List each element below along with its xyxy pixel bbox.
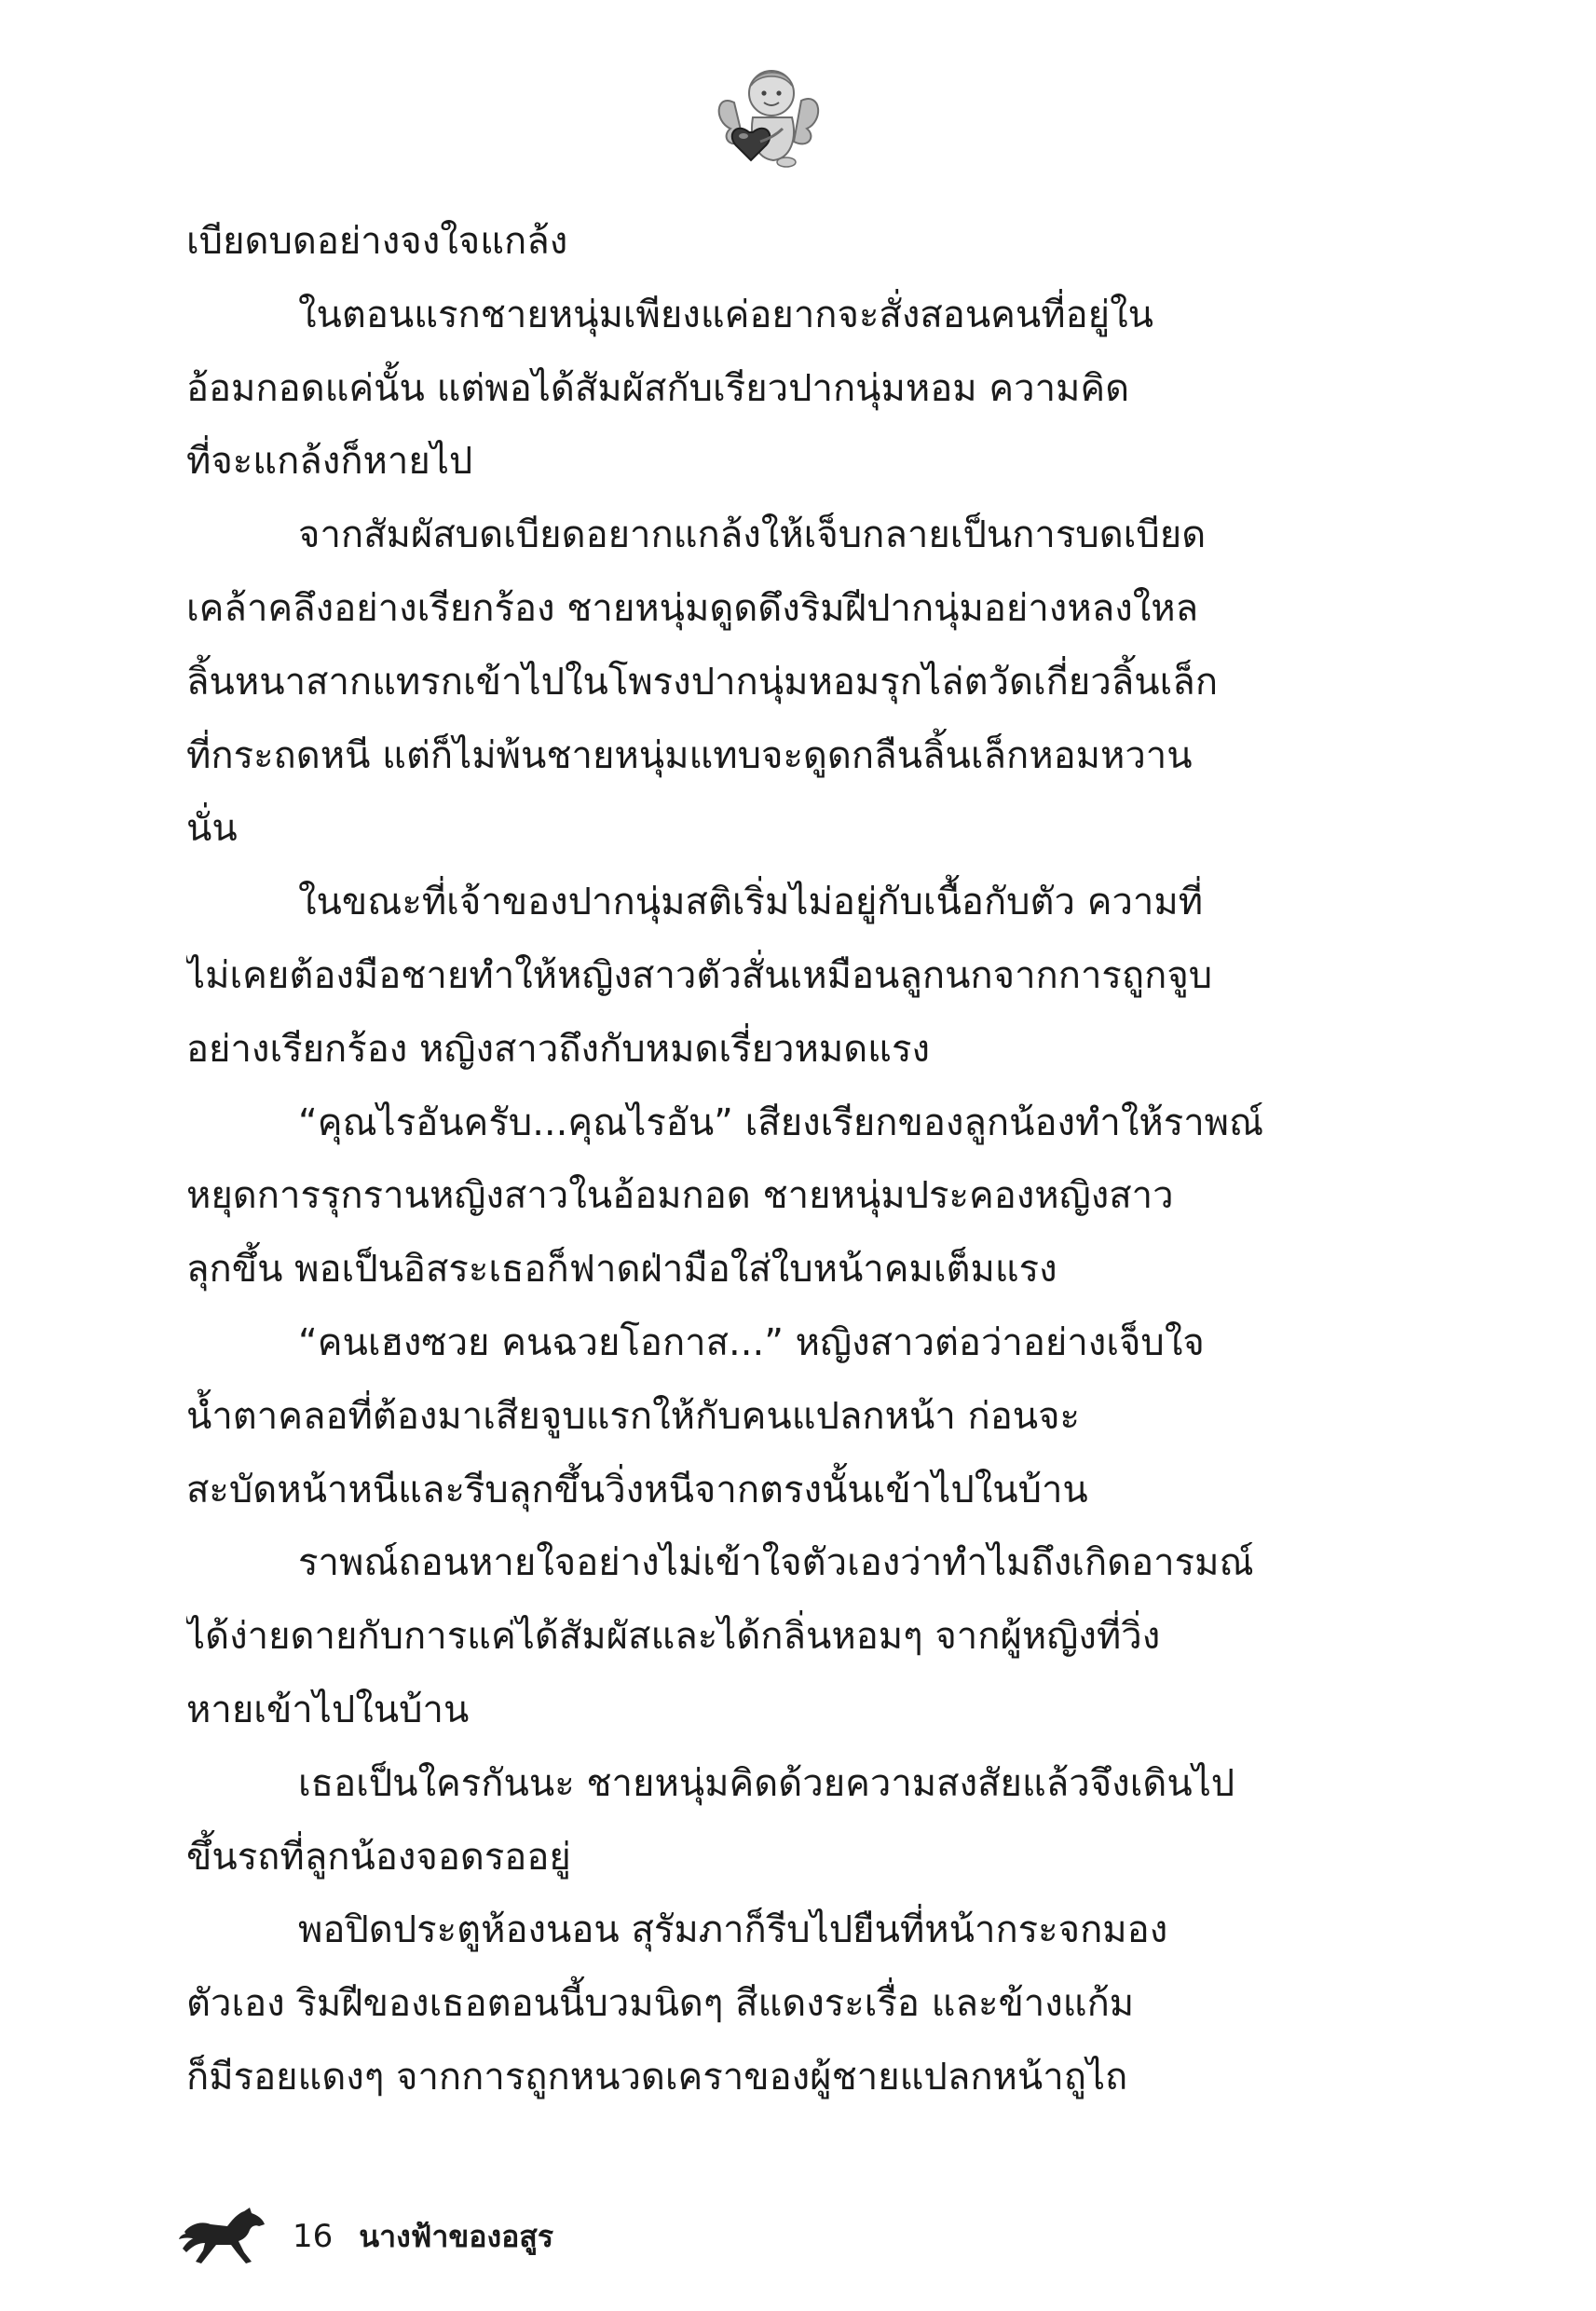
text-line: นั่น xyxy=(186,807,238,851)
book-title: นางฟ้าของอสูร xyxy=(359,2218,554,2254)
cherub-heart-icon xyxy=(708,56,829,177)
text-line: หยุดการรุกรานหญิงสาวในอ้อมกอด ชายหนุ่มประคองหญิงสาว xyxy=(186,1174,1174,1218)
text-line: อ้อมกอดแค่นั้น แต่พอได้สัมผัสกับเรียวปากนุ่มหอม ความคิด xyxy=(186,366,1130,410)
text-line: ขึ้นรถที่ลูกน้องจอดรออยู่ xyxy=(186,1835,571,1879)
running-horse-icon xyxy=(177,2204,270,2269)
text-line: เธอเป็นใครกันนะ ชายหนุ่มคิดด้วยความสงสัยแล้วจึงเดินไป xyxy=(298,1761,1235,1805)
text-line: “คุณไรอันครับ...คุณไรอัน” เสียงเรียกของลูกน้องทำให้ราพณ์ xyxy=(298,1101,1264,1144)
text-line: พอปิดประตูห้องนอน สุรัมภาก็รีบไปยืนที่หน้ากระจกมอง xyxy=(298,1908,1168,1952)
text-line: อย่างเรียกร้อง หญิงสาวถึงกับหมดเรี่ยวหมดแรง xyxy=(186,1027,930,1071)
text-line: ราพณ์ถอนหายใจอย่างไม่เข้าใจตัวเองว่าทำไมถึงเกิดอารมณ์ xyxy=(298,1541,1254,1585)
text-line: ได้ง่ายดายกับการแค่ได้สัมผัสและได้กลิ่นหอมๆ จากผู้หญิงที่วิ่ง xyxy=(186,1615,1161,1659)
text-line: ไม่เคยต้องมือชายทำให้หญิงสาวตัวสั่นเหมือนลูกนกจากการถูกจูบ xyxy=(186,953,1213,997)
page-footer xyxy=(177,2195,553,2278)
text-line: ลุกขึ้น พอเป็นอิสระเธอก็ฟาดฝ่ามือใส่ใบหน้าคมเต็มแรง xyxy=(186,1248,1057,1292)
text-line: น้ำตาคลอที่ต้องมาเสียจูบแรกให้กับคนแปลกหน้า ก่อนจะ xyxy=(186,1394,1081,1438)
text-line: หายเข้าไปในบ้าน xyxy=(186,1688,470,1731)
text-line: ที่จะแกล้งก็หายไป xyxy=(186,440,473,484)
text-line: เคล้าคลึงอย่างเรียกร้อง ชายหนุ่มดูดดึงริมฝีปากนุ่มอย่างหลงใหล xyxy=(186,586,1199,630)
text-line: จากสัมผัสบดเบียดอยากแกล้งให้เจ็บกลายเป็นการบดเบียด xyxy=(298,513,1207,557)
body-text xyxy=(186,205,1323,2171)
text-line: ในตอนแรกชายหนุ่มเพียงแค่อยากจะสั่งสอนคนที่อยู่ใน xyxy=(298,293,1153,336)
text-line: ในขณะที่เจ้าของปากนุ่มสติเริ่มไม่อยู่กับเนื้อกับตัว ความที่ xyxy=(298,881,1204,924)
text-line: ตัวเอง ริมฝีของเธอตอนนี้บวมนิดๆ สีแดงระเรื่อ และข้างแก้ม xyxy=(186,1982,1135,2026)
text-line: ที่กระถดหนี แต่ก็ไม่พ้นชายหนุ่มแทบจะดูดกลืนลิ้นเล็กหอมหวาน xyxy=(186,733,1193,777)
text-line: สะบัดหน้าหนีและรีบลุกขึ้นวิ่งหนีจากตรงนั้นเข้าไปในบ้าน xyxy=(186,1468,1088,1511)
text-line: เบียดบดอย่างจงใจแกล้ง xyxy=(186,220,568,263)
text-line: ก็มีรอยแดงๆ จากการถูกหนวดเคราของผู้ชายแปลกหน้าถูไถ xyxy=(186,2055,1128,2099)
text-line: ลิ้นหนาสากแทรกเข้าไปในโพรงปากนุ่มหอมรุกไล่ตวัดเกี่ยวลิ้นเล็ก xyxy=(186,660,1219,704)
text-line: “คนเฮงซวย คนฉวยโอกาส...” หญิงสาวต่อว่าอย่างเจ็บใจ xyxy=(298,1320,1205,1364)
page-number: 16 xyxy=(293,2218,334,2255)
